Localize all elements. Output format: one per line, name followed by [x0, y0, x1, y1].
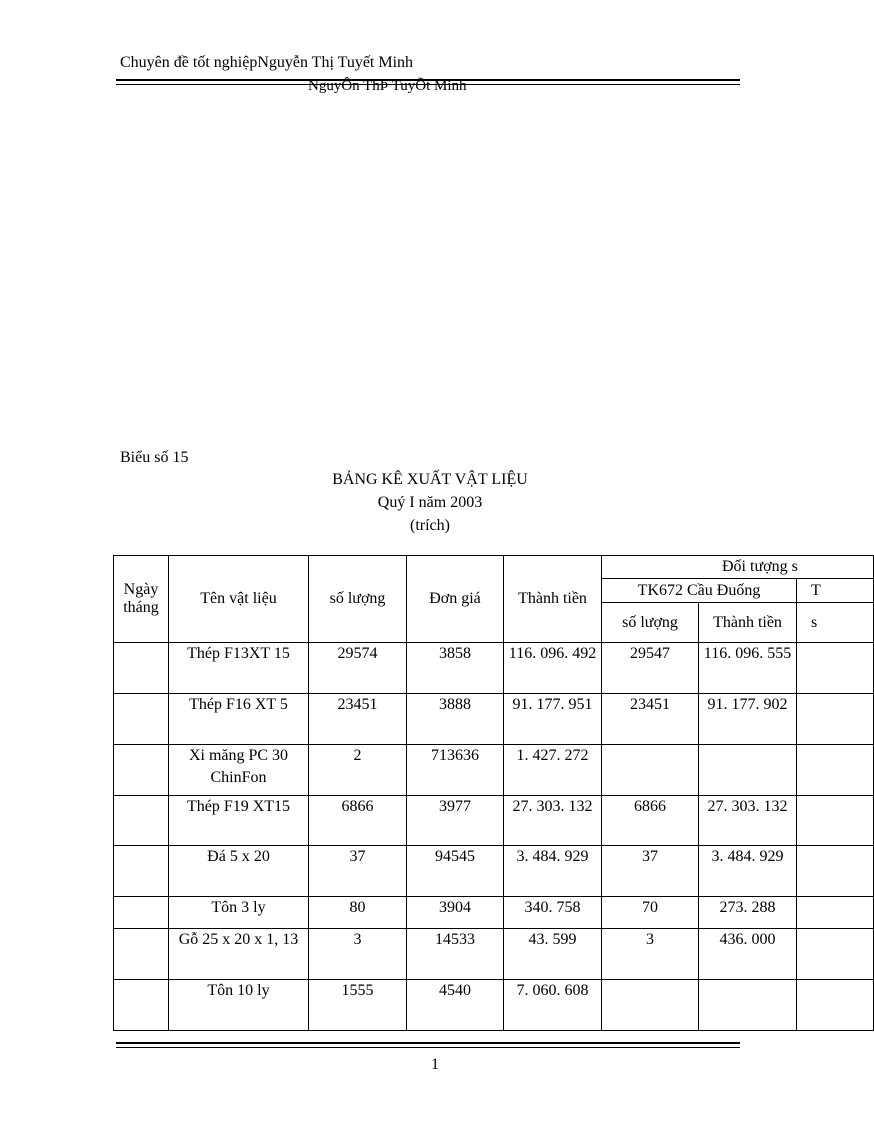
cell-thanh-tien: 116. 096. 492: [504, 643, 602, 694]
header-ngay-thang: Ngày tháng: [114, 556, 169, 643]
running-header-garbled: NguyÔn ThÞ TuyÕt Minh: [308, 78, 467, 94]
cell-thanh-tien: 91. 177. 951: [504, 694, 602, 745]
table-row: [114, 643, 874, 694]
material-issue-table: [113, 555, 874, 1031]
cell-thanh-tien-tk672: 436. 000: [699, 929, 797, 980]
header-doi-tuong: Đối tượng s: [602, 556, 874, 579]
cell-so-luong: 3: [309, 929, 407, 980]
cell-don-gia: 94545: [407, 846, 504, 897]
cell-so-luong: 37: [309, 846, 407, 897]
cell-thanh-tien: 340. 758: [504, 897, 602, 929]
page-number: 1: [431, 1056, 439, 1073]
header-ten-vat-lieu: Tên vật liệu: [169, 556, 309, 643]
cell-so-luong-tk672: 37: [602, 846, 699, 897]
header-don-gia: Đơn giá: [407, 556, 504, 643]
cell-don-gia: 3977: [407, 796, 504, 846]
cell-thanh-tien-tk672: 27. 303. 132: [699, 796, 797, 846]
table-number-label: Biểu số 15: [120, 449, 189, 466]
cell-so-luong: 6866: [309, 796, 407, 846]
header-thanh-tien: Thành tiền: [504, 556, 602, 643]
cell-thanh-tien-tk672: [699, 980, 797, 1031]
cell-don-gia: 3904: [407, 897, 504, 929]
cell-thanh-tien: 3. 484. 929: [504, 846, 602, 897]
table-row: [114, 846, 874, 897]
cell-thanh-tien: 7. 060. 608: [504, 980, 602, 1031]
table-period: Quý I năm 2003: [377, 494, 483, 511]
cell-ten: Thép F16 XT 5: [169, 694, 309, 745]
cell-don-gia: 3888: [407, 694, 504, 745]
cell-ten: Gỗ 25 x 20 x 1, 13: [169, 929, 309, 980]
cell-don-gia: 4540: [407, 980, 504, 1031]
header-tk672: TK672 Cầu Đuống: [602, 579, 797, 603]
table-note: (trích): [410, 517, 450, 534]
material-issue-table-wrapper: [113, 555, 821, 1030]
cell-so-luong: 1555: [309, 980, 407, 1031]
table-row: [114, 745, 874, 796]
header-sub-so-luong: số lượng: [602, 603, 699, 643]
header-sub-thanh-tien: Thành tiền: [699, 603, 797, 643]
cell-thanh-tien: 1. 427. 272: [504, 745, 602, 796]
cell-so-luong-tk672: [602, 980, 699, 1031]
cell-so-luong: 80: [309, 897, 407, 929]
cell-ten: Tôn 10 ly: [169, 980, 309, 1031]
table-row: [114, 980, 874, 1031]
cell-thanh-tien: 43. 599: [504, 929, 602, 980]
footer-rule: [116, 1042, 740, 1048]
table-title: BẢNG KÊ XUẤT VẬT LIỆU: [332, 471, 528, 488]
cell-thanh-tien-tk672: [699, 745, 797, 796]
cell-so-luong-tk672: 3: [602, 929, 699, 980]
cell-don-gia: 713636: [407, 745, 504, 796]
cell-so-luong-tk672: 29547: [602, 643, 699, 694]
header-next-group: T: [797, 579, 874, 603]
table-row: [114, 929, 874, 980]
header-so-luong: số lượng: [309, 556, 407, 643]
cell-don-gia: 14533: [407, 929, 504, 980]
cell-ten: Tôn 3 ly: [169, 897, 309, 929]
cell-thanh-tien-tk672: 3. 484. 929: [699, 846, 797, 897]
table-row: [114, 694, 874, 745]
cell-so-luong: 2: [309, 745, 407, 796]
cell-don-gia: 3858: [407, 643, 504, 694]
cell-so-luong: 29574: [309, 643, 407, 694]
cell-ten: Thép F13XT 15: [169, 643, 309, 694]
cell-thanh-tien: 27. 303. 132: [504, 796, 602, 846]
cell-thanh-tien-tk672: 116. 096. 555: [699, 643, 797, 694]
cell-so-luong-tk672: 23451: [602, 694, 699, 745]
cell-ten: Xi măng PC 30 ChinFon: [169, 745, 309, 796]
cell-so-luong-tk672: [602, 745, 699, 796]
cell-ten: Thép F19 XT15: [169, 796, 309, 846]
table-row: [114, 897, 874, 929]
cell-so-luong: 23451: [309, 694, 407, 745]
cell-ten: Đá 5 x 20: [169, 846, 309, 897]
cell-thanh-tien-tk672: 91. 177. 902: [699, 694, 797, 745]
header-next-sub: s: [797, 603, 874, 643]
table-row: [114, 796, 874, 846]
cell-so-luong-tk672: 6866: [602, 796, 699, 846]
cell-thanh-tien-tk672: 273. 288: [699, 897, 797, 929]
cell-so-luong-tk672: 70: [602, 897, 699, 929]
running-header-title: Chuyên đề tốt nghiệpNguyễn Thị Tuyết Minh: [120, 54, 414, 71]
